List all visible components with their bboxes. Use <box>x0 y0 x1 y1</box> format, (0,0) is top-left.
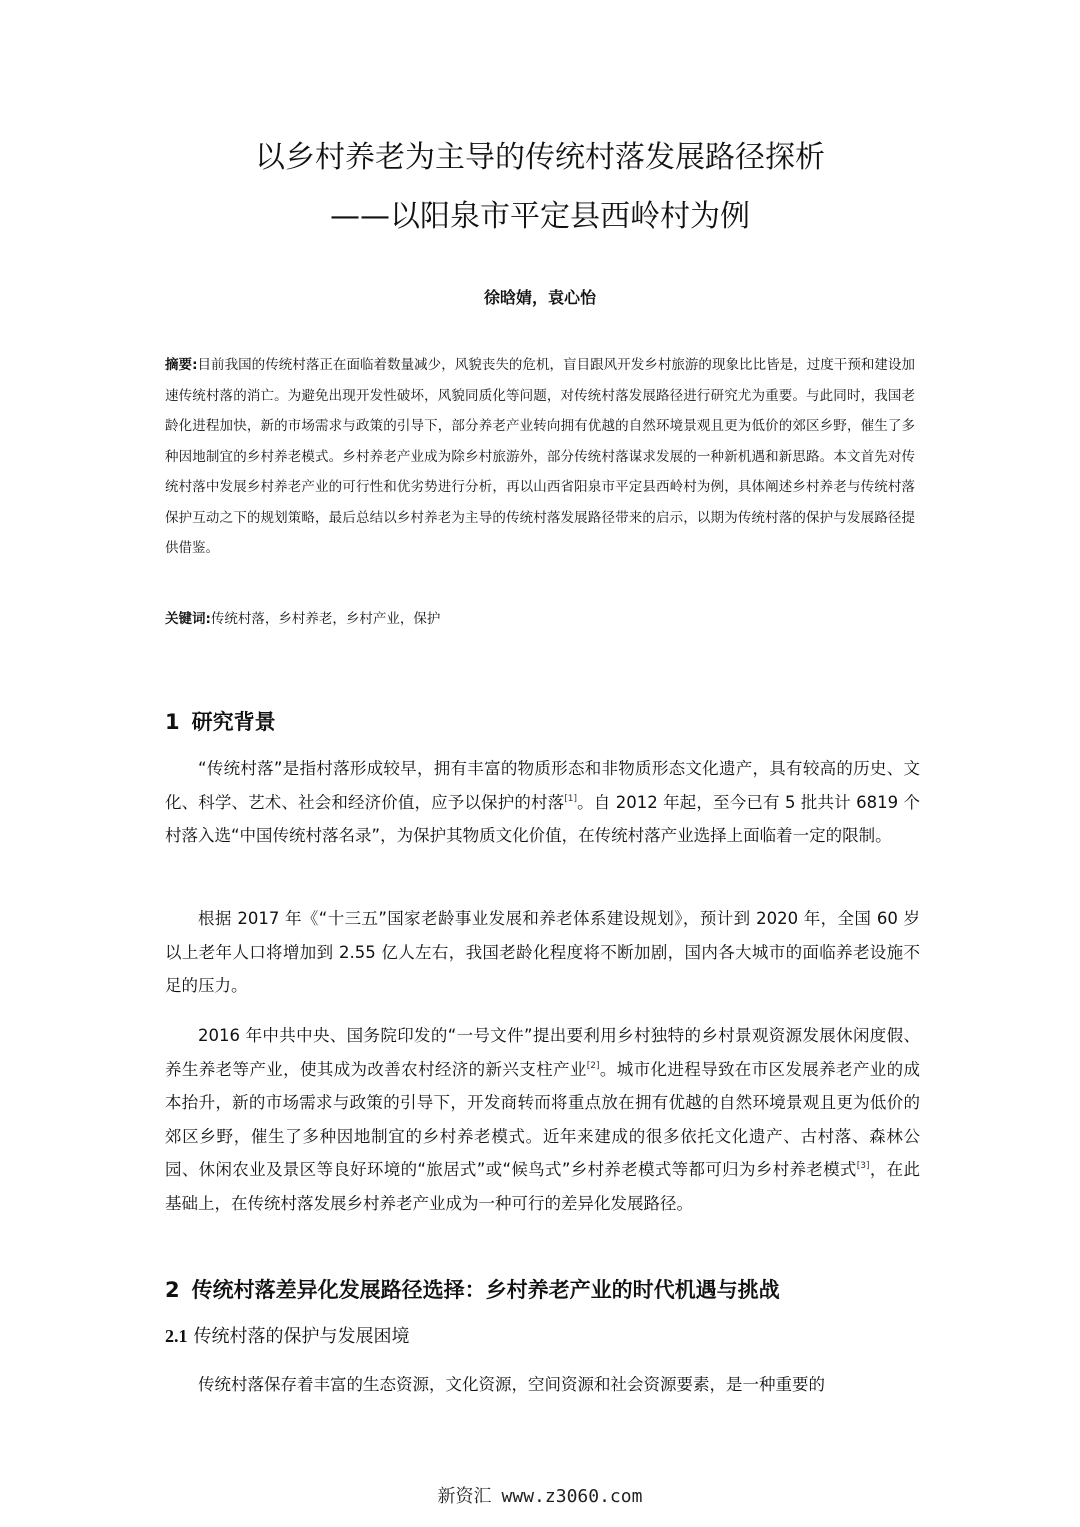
paper-subtitle: ——以阳泉市平定县西岭村为例 <box>330 199 750 234</box>
footer-watermark <box>0 1482 1080 1508</box>
citation-ref: [3] <box>856 1161 870 1171</box>
keywords-label: 关键词: <box>165 611 211 627</box>
footer-url: www.z3060.com <box>501 1486 643 1507</box>
paragraph-text: 。城市化进程导致在市区发展养老产业的成本抬升，新的市场需求与政策的引导下，开发商转而将重点放在拥有优越的自然环境景观且更为低价的郊区乡野，催生了多种因地制宜的乡村养老模式。近年来建成的很多依托文化遗产、古村落、森林公园、休闲农业及景区等良好环境的“旅居式”或“候鸟式”乡村养老模式等都可归为乡村养老模式 <box>165 1059 921 1179</box>
abstract-text: 目前我国的传统村落正在面临着数量减少，风貌丧失的危机，盲目跟风开发乡村旅游的现象比比皆是，过度干预和建设加速传统村落的消亡。为避免出现开发性破坏，风貌同质化等问题，对传统村落发展路径进行研究尤为重要。与此同时，我国老龄化进程加快，新的市场需求与政策的引导下，部分养老产业转向拥有优越的自然环境景观且更为低价的郊区乡野，催生了多种因地制宜的乡村养老模式。乡村养老产业成为除乡村旅游外，部分传统村落谋求发展的一种新机遇和新思路。本文首先对传统村落中发展乡村养老产业的可行性和优劣势进行分析，再以山西省阳泉市平定县西岭村为例，具体阐述乡村养老与传统村落保护互动之下的规划策略，最后总结以乡村养老为主导的传统村落发展路径带来的启示，以期为传统村落的保护与发展路径提供借鉴。 <box>165 357 916 556</box>
subsection-title: 传统村落的保护与发展困境 <box>193 1326 410 1347</box>
body-paragraph: 传统村落保存着丰富的生态资源，文化资源，空间资源和社会资源要素，是一种重要的 <box>198 1375 825 1394</box>
citation-ref: [1] <box>564 793 577 804</box>
paragraph-text: “传统村落”是指村落形成较早，拥有丰富的物质形态和非物质形态文化遗产，具有较高的历史、文化、科学、艺术、社会和经济价值，应予以保护的村落 <box>165 759 920 812</box>
abstract-label: 摘要: <box>165 357 198 373</box>
subsection-number: 2.1 <box>165 1326 188 1346</box>
section-heading-1 <box>165 706 276 736</box>
abstract <box>165 350 915 564</box>
author-list: 徐晗婧，袁心怡 <box>483 288 596 307</box>
body-paragraph <box>165 752 920 853</box>
body-paragraph <box>165 1019 920 1220</box>
section-number: 1 <box>165 710 180 734</box>
paper-title: 以乡村养老为主导的传统村落发展路径探析 <box>255 140 825 175</box>
section-number: 2 <box>165 1278 180 1302</box>
section-title: 传统村落差异化发展路径选择：乡村养老产业的时代机遇与挑战 <box>191 1278 780 1302</box>
footer-brand: 新资汇 <box>437 1486 492 1507</box>
section-title: 研究背景 <box>191 710 276 734</box>
paragraph-text: 2016 年中共中央、国务院印发的“一号文件”提出要利用乡村独特的乡村景观资源发展休闲度假、养生养老等产业，使其成为改善农村经济的新兴支柱产业 <box>165 1026 920 1079</box>
keywords <box>165 604 915 634</box>
paragraph-text: ，在此基础上，在传统村落发展乡村养老产业成为一种可行的差异化发展路径。 <box>165 1160 920 1213</box>
section-heading-2 <box>165 1274 780 1304</box>
paragraph-text: 。自 2012 年起，至今已有 5 批共计 6819 个村落入选“中国传统村落名录”，为保护其物质文化价值，在传统村落产业选择上面临着一定的限制。 <box>165 792 921 845</box>
citation-ref: [2] <box>586 1060 600 1071</box>
keywords-text: 传统村落，乡村养老，乡村产业，保护 <box>210 611 441 627</box>
subsection-heading <box>165 1322 410 1348</box>
body-paragraph: 根据 2017 年《“十三五”国家老龄事业发展和养老体系建设规划》，预计到 2020 年，全国 60 岁以上老年人口将增加到 2.55 亿人左右，我国老龄化程度将不断加剧，国内各大城市的面临养老设施不足的压力。 <box>165 909 920 995</box>
